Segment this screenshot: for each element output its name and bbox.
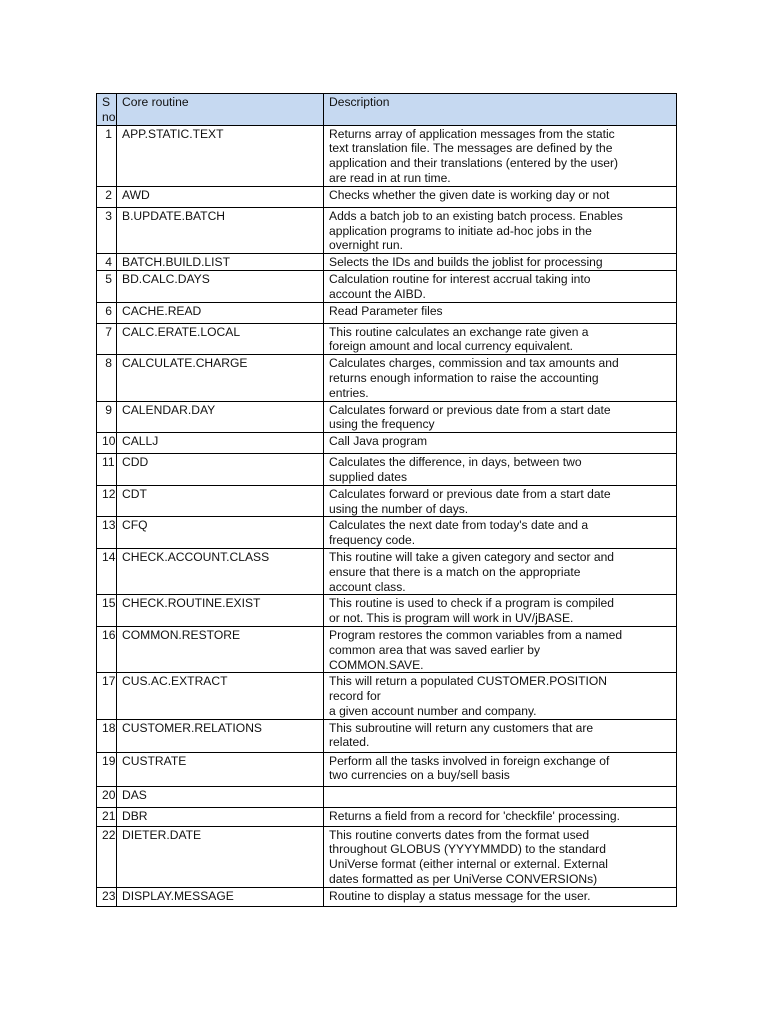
table-row <box>97 548 677 594</box>
row-core-routine: CALC.ERATE.LOCAL <box>117 323 324 355</box>
description-line: returns enough information to raise the accounting <box>329 370 599 385</box>
description-line: frequency code. <box>329 533 416 548</box>
table-row <box>97 270 677 302</box>
row-description <box>324 887 677 906</box>
description-line: using the number of days. <box>329 501 469 516</box>
table-row <box>97 433 677 454</box>
row-core-routine: BD.CALC.DAYS <box>117 270 324 302</box>
row-sno: 18 <box>97 719 117 752</box>
row-sno: 4 <box>97 254 117 271</box>
description-line: Calculates the next date from today's date and a <box>329 518 589 533</box>
row-core-routine: DIETER.DATE <box>117 826 324 887</box>
header-row <box>97 94 677 126</box>
table-row <box>97 302 677 323</box>
row-core-routine: AWD <box>117 186 324 207</box>
row-sno: 11 <box>97 454 117 486</box>
table-row <box>97 254 677 271</box>
row-description <box>324 355 677 401</box>
table-row <box>97 719 677 752</box>
description-line: Calculates forward or previous date from a start date <box>329 486 611 501</box>
row-sno: 20 <box>97 786 117 807</box>
row-core-routine: COMMON.RESTORE <box>117 626 324 672</box>
row-core-routine: DBR <box>117 807 324 826</box>
table-row <box>97 186 677 207</box>
row-description <box>324 826 677 887</box>
description-line: Calculates charges, commission and tax amounts and <box>329 356 619 371</box>
row-sno: 21 <box>97 807 117 826</box>
description-line: are read in at run time. <box>329 170 451 185</box>
row-core-routine: CALENDAR.DAY <box>117 401 324 433</box>
description-line: Calculates the difference, in days, between two <box>329 455 582 470</box>
row-description <box>324 270 677 302</box>
description-line: Routine to display a status message for the user. <box>329 888 591 903</box>
description-line: text translation file. The messages are defined by the <box>329 141 613 156</box>
description-line: entries. <box>329 385 369 400</box>
row-sno: 10 <box>97 433 117 454</box>
row-sno: 8 <box>97 355 117 401</box>
row-description <box>324 626 677 672</box>
row-description <box>324 125 677 186</box>
description-line: Calculates forward or previous date from a start date <box>329 402 611 417</box>
row-description <box>324 673 677 719</box>
table-row <box>97 125 677 186</box>
description-line: dates formatted as per UniVerse CONVERSIONs) <box>329 872 598 887</box>
row-sno: 13 <box>97 517 117 549</box>
row-core-routine: APP.STATIC.TEXT <box>117 125 324 186</box>
row-sno: 19 <box>97 752 117 786</box>
table-row <box>97 595 677 627</box>
row-core-routine: CHECK.ACCOUNT.CLASS <box>117 548 324 594</box>
row-description <box>324 186 677 207</box>
description-line: This routine will take a given category and sector and <box>329 549 615 564</box>
description-line: Program restores the common variables from a named <box>329 627 623 642</box>
row-sno: 6 <box>97 302 117 323</box>
description-line: record for <box>329 689 381 704</box>
row-description <box>324 595 677 627</box>
row-sno: 17 <box>97 673 117 719</box>
description-line: related. <box>329 735 370 750</box>
row-description <box>324 207 677 253</box>
row-description <box>324 433 677 454</box>
row-core-routine: CUSTRATE <box>117 752 324 786</box>
row-core-routine: CUSTOMER.RELATIONS <box>117 719 324 752</box>
description-line: supplied dates <box>329 469 407 484</box>
row-core-routine: DAS <box>117 786 324 807</box>
row-sno: 15 <box>97 595 117 627</box>
row-sno: 1 <box>97 125 117 186</box>
header-sno-line-1: S <box>102 95 111 109</box>
row-core-routine: CUS.AC.EXTRACT <box>117 673 324 719</box>
description-line: Returns array of application messages from the static <box>329 126 615 141</box>
description-line: Calculation routine for interest accrual taking into <box>329 271 591 286</box>
row-description <box>324 548 677 594</box>
description-line: two currencies on a buy/sell basis <box>329 768 510 783</box>
description-line: using the frequency <box>329 417 435 432</box>
description-line: application programs to initiate ad-hoc jobs in the <box>329 223 592 238</box>
row-description <box>324 302 677 323</box>
row-core-routine: CALLJ <box>117 433 324 454</box>
description-line: or not. This is program will work in UV/jBASE. <box>329 611 574 626</box>
description-line: Checks whether the given date is working day or not <box>329 187 610 202</box>
row-sno: 2 <box>97 186 117 207</box>
description-line: common area that was saved earlier by <box>329 642 541 657</box>
row-sno: 16 <box>97 626 117 672</box>
row-description <box>324 254 677 271</box>
description-line: UniVerse format (either internal or external. External <box>329 857 608 872</box>
table-row <box>97 517 677 549</box>
row-core-routine: CALCULATE.CHARGE <box>117 355 324 401</box>
description-line: Adds a batch job to an existing batch process. Enables <box>329 208 623 223</box>
table-row <box>97 786 677 807</box>
header-description: Description <box>324 94 677 126</box>
description-line: Selects the IDs and builds the joblist for processing <box>329 255 603 270</box>
row-description <box>324 807 677 826</box>
header-sno <box>97 94 117 126</box>
description-line: account the AIBD. <box>329 286 426 301</box>
description-line: COMMON.SAVE. <box>329 657 424 672</box>
description-line: Call Java program <box>329 434 428 449</box>
row-sno: 3 <box>97 207 117 253</box>
row-core-routine: CDD <box>117 454 324 486</box>
description-line: foreign amount and local currency equivalent. <box>329 339 574 354</box>
row-core-routine: CFQ <box>117 517 324 549</box>
table-row <box>97 673 677 719</box>
table-row <box>97 887 677 906</box>
row-description <box>324 401 677 433</box>
row-core-routine: CHECK.ROUTINE.EXIST <box>117 595 324 627</box>
row-description <box>324 485 677 517</box>
table-row <box>97 401 677 433</box>
description-line: account class. <box>329 579 406 594</box>
row-sno: 23 <box>97 887 117 906</box>
description-line: This routine calculates an exchange rate given a <box>329 324 589 339</box>
description-line: This routine is used to check if a program is compiled <box>329 596 615 611</box>
row-sno: 7 <box>97 323 117 355</box>
description-line: ensure that there is a match on the appropriate <box>329 564 581 579</box>
row-core-routine: CDT <box>117 485 324 517</box>
header-core-routine: Core routine <box>117 94 324 126</box>
table-row <box>97 323 677 355</box>
table-body <box>97 125 677 906</box>
description-line: This will return a populated CUSTOMER.POSITION <box>329 674 608 689</box>
table-row <box>97 826 677 887</box>
description-line: This routine converts dates from the format used <box>329 827 590 842</box>
row-description <box>324 752 677 786</box>
table-row <box>97 355 677 401</box>
row-sno: 14 <box>97 548 117 594</box>
row-sno: 22 <box>97 826 117 887</box>
row-sno: 9 <box>97 401 117 433</box>
table-row <box>97 485 677 517</box>
row-description <box>324 517 677 549</box>
table-row <box>97 454 677 486</box>
description-line: overnight run. <box>329 238 403 253</box>
table-row <box>97 807 677 826</box>
row-core-routine: B.UPDATE.BATCH <box>117 207 324 253</box>
table-row <box>97 752 677 786</box>
row-description <box>324 323 677 355</box>
description-line: Returns a field from a record for 'checkfile' processing. <box>329 808 620 823</box>
table-row <box>97 626 677 672</box>
table-header <box>97 94 677 126</box>
table-row <box>97 207 677 253</box>
row-sno: 12 <box>97 485 117 517</box>
row-description <box>324 786 677 807</box>
row-core-routine: CACHE.READ <box>117 302 324 323</box>
header-sno-line-2: no <box>102 109 116 124</box>
row-sno: 5 <box>97 270 117 302</box>
row-core-routine: DISPLAY.MESSAGE <box>117 887 324 906</box>
row-description <box>324 454 677 486</box>
description-line: a given account number and company. <box>329 703 537 718</box>
row-description <box>324 719 677 752</box>
description-line: application and their translations (entered by the user) <box>329 156 619 171</box>
core-routines-table <box>96 93 677 907</box>
row-core-routine: BATCH.BUILD.LIST <box>117 254 324 271</box>
description-line: Perform all the tasks involved in foreign exchange of <box>329 753 610 768</box>
description-line: throughout GLOBUS (YYYYMMDD) to the standard <box>329 842 606 857</box>
description-line: This subroutine will return any customers that are <box>329 720 594 735</box>
description-line: Read Parameter files <box>329 303 443 318</box>
